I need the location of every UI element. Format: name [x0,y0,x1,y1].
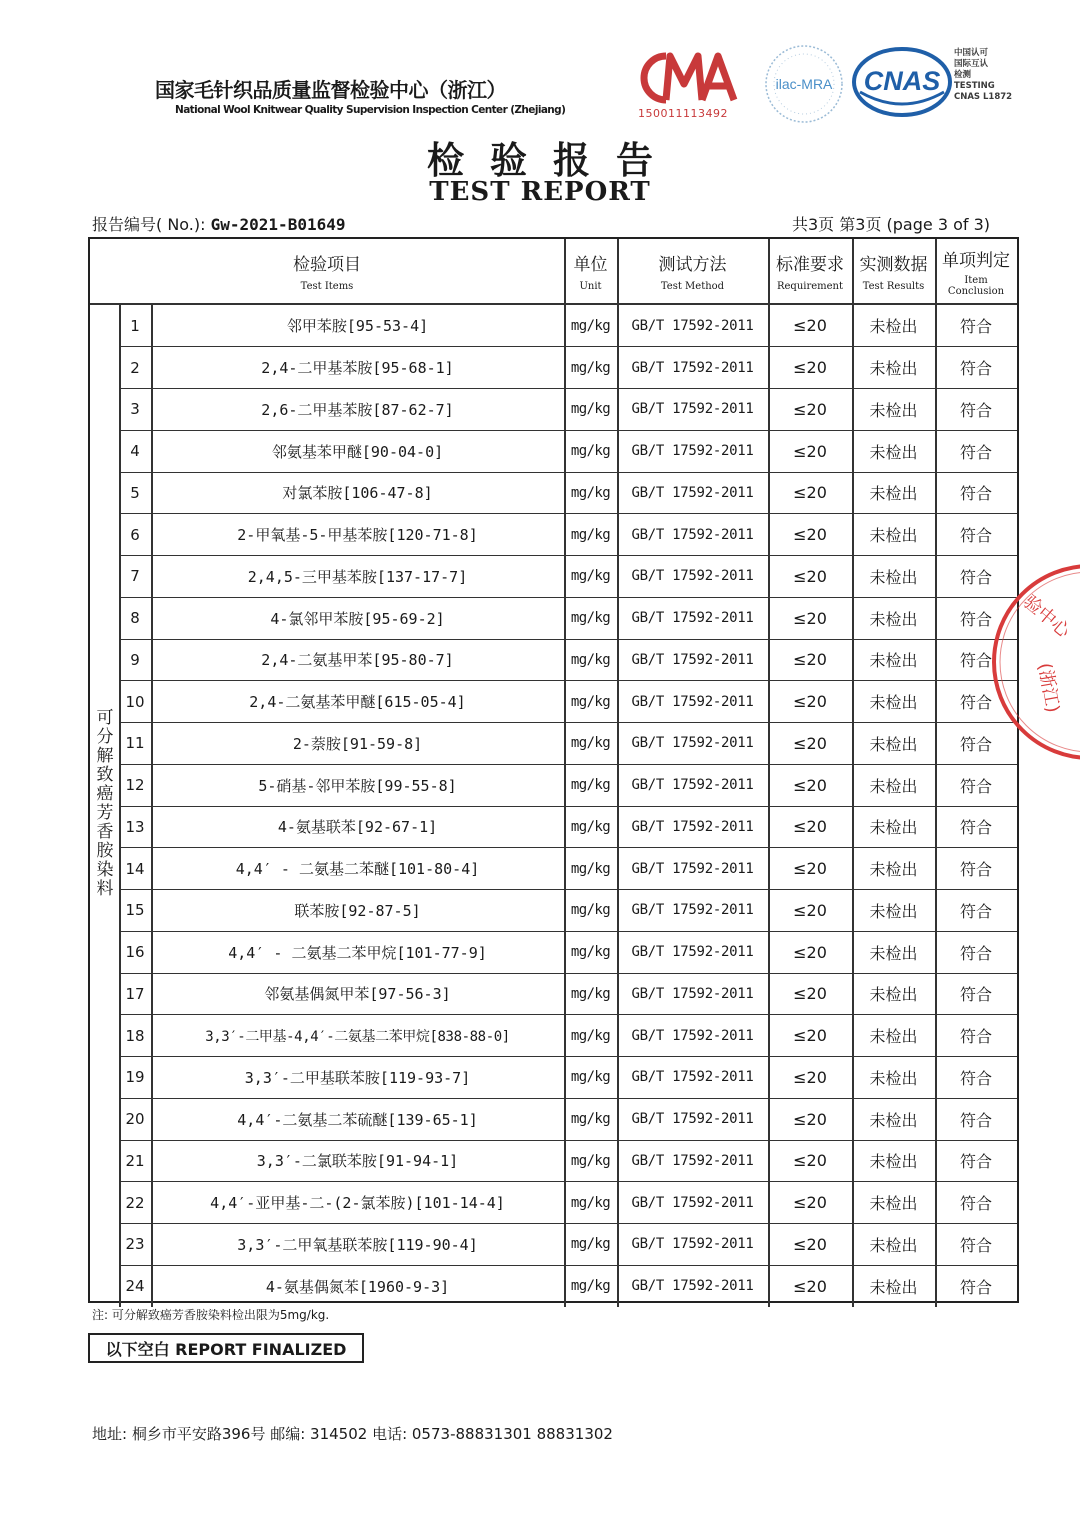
header-test-items-cn: 检验项目 [293,255,361,275]
detection-limit-note: 注: 可分解致癌芳香胺染料检出限为5mg/kg. [92,1308,330,1322]
table-row [90,514,1017,556]
unit-value: mg/kg [570,1278,611,1295]
item-conclusion: 符合 [959,442,992,462]
header-test-items [90,239,564,303]
ilac-text: ilac-MRA [775,76,833,92]
test-result: 未检出 [869,693,918,713]
org-name-cn: 国家毛针织品质量监督检验中心（浙江） [155,78,506,102]
test-result: 未检出 [869,609,918,629]
unit-value: mg/kg [570,902,611,919]
row-index: 11 [125,734,145,753]
unit-value: mg/kg [570,818,611,835]
test-item: 4-氨基联苯[92-67-1] [277,818,438,837]
requirement-value: ≤20 [793,900,827,920]
test-item: 5-硝基-邻甲苯胺[99-55-8] [258,776,457,795]
item-conclusion: 符合 [959,317,992,337]
test-result: 未检出 [869,567,918,587]
test-method: GB/T 17592-2011 [631,568,754,585]
item-conclusion: 符合 [959,484,992,504]
unit-value: mg/kg [570,693,611,710]
table-row [90,1265,1017,1307]
item-conclusion: 符合 [959,526,992,546]
header-requirement-en: Requirement [776,281,844,292]
row-index: 9 [130,650,140,669]
table-row [90,347,1017,389]
table-row [90,1057,1017,1099]
header-requirement-cn: 标准要求 [776,255,844,275]
item-conclusion: 符合 [959,400,992,420]
item-conclusion: 符合 [959,1152,992,1172]
row-index: 19 [125,1068,145,1087]
row-index: 2 [130,358,140,377]
header-test-method-cn: 测试方法 [658,255,727,275]
item-conclusion: 符合 [959,359,992,379]
row-index: 10 [125,692,145,711]
test-result: 未检出 [869,400,918,420]
test-item: 4,4′ - 二氨基二苯醚[101-80-4] [235,860,480,879]
test-item: 4-氯邻甲苯胺[95-69-2] [270,609,445,628]
item-conclusion: 符合 [959,693,992,713]
report-title-en: TEST REPORT [429,177,651,207]
report-title-cn: 检验报告 [427,138,679,182]
requirement-value: ≤20 [793,1234,827,1254]
item-conclusion: 符合 [959,818,992,838]
report-number-value: Gw-2021-B01649 [210,215,346,234]
table-row [90,973,1017,1015]
row-index: 4 [130,442,140,461]
unit-value: mg/kg [570,359,611,376]
test-result: 未检出 [869,651,918,671]
unit-value: mg/kg [570,860,611,877]
item-conclusion: 符合 [959,1068,992,1088]
address-line: 地址: 桐乡市平安路396号 邮编: 314502 电话: 0573-88831301 88831302 [92,1425,613,1443]
table-row [90,1182,1017,1224]
requirement-value: ≤20 [793,859,827,879]
test-result: 未检出 [869,317,918,337]
unit-value: mg/kg [570,985,611,1002]
requirement-value: ≤20 [793,1151,827,1171]
test-result: 未检出 [869,776,918,796]
requirement-value: ≤20 [793,984,827,1004]
header-item-conclusion-cn: 单项判定 [942,250,1010,271]
test-method: GB/T 17592-2011 [631,443,754,460]
row-index: 12 [125,776,145,795]
test-method: GB/T 17592-2011 [631,735,754,752]
test-result: 未检出 [869,901,918,921]
unit-value: mg/kg [570,777,611,794]
requirement-value: ≤20 [793,1193,827,1213]
requirement-value: ≤20 [793,399,827,419]
requirement-value: ≤20 [793,1026,827,1046]
cnas-side-line: TESTING [954,81,995,91]
table-row [90,890,1017,932]
cma-number: 150011113492 [638,107,728,120]
requirement-value: ≤20 [793,358,827,378]
page-info: 共3页 第3页 (page 3 of 3) [792,215,991,234]
requirement-value: ≤20 [793,692,827,712]
cnas-side-line: 检测 [954,70,972,80]
svg-text:CNAS: CNAS [863,66,941,96]
item-conclusion: 符合 [959,1277,992,1297]
test-item: 2,4-二氨基苯甲醚[615-05-4] [249,693,466,712]
header-item-conclusion [935,239,1017,303]
test-method: GB/T 17592-2011 [631,1069,754,1086]
ilac-mra-logo-icon [762,42,846,126]
test-item: 3,3′-二氯联苯胺[91-94-1] [256,1152,459,1171]
item-conclusion: 符合 [959,567,992,587]
row-index: 13 [125,817,145,836]
test-item: 对氯苯胺[106-47-8] [282,484,433,503]
test-result: 未检出 [869,818,918,838]
unit-value: mg/kg [570,944,611,961]
test-item: 2,6-二甲基苯胺[87-62-7] [261,400,454,419]
unit-value: mg/kg [570,1111,611,1128]
test-item: 联苯胺[92-87-5] [294,901,421,920]
header-requirement [768,239,852,303]
requirement-value: ≤20 [793,733,827,753]
test-method: GB/T 17592-2011 [631,1027,754,1044]
test-method: GB/T 17592-2011 [631,1152,754,1169]
row-index: 16 [125,943,145,962]
test-method: GB/T 17592-2011 [631,317,754,334]
test-item: 4-氨基偶氮苯[1960-9-3] [265,1277,450,1296]
item-conclusion: 符合 [959,734,992,754]
test-method: GB/T 17592-2011 [631,818,754,835]
header-test-items-en: Test Items [300,281,354,292]
table-row [90,639,1017,681]
test-result: 未检出 [869,1110,918,1130]
header-test-method [617,239,768,303]
requirement-value: ≤20 [793,1109,827,1129]
test-item: 3,3′-二甲基-4,4′-二氨基二苯甲烷[838-88-0] [205,1028,510,1045]
table-row [90,389,1017,431]
item-conclusion: 符合 [959,1110,992,1130]
test-item: 4,4′-二氨基二苯硫醚[139-65-1] [237,1110,478,1129]
item-conclusion: 符合 [959,943,992,963]
cnas-side-line: CNAS L1872 [954,92,1013,102]
test-item: 2,4-二氨基甲苯[95-80-7] [261,651,454,670]
requirement-value: ≤20 [793,1067,827,1087]
test-method: GB/T 17592-2011 [631,944,754,961]
table-row [90,1098,1017,1140]
header-unit-en: Unit [579,281,602,292]
test-method: GB/T 17592-2011 [631,1278,754,1295]
row-index: 17 [125,984,145,1003]
item-conclusion: 符合 [959,985,992,1005]
test-result: 未检出 [869,1027,918,1047]
test-item: 邻氨基偶氮甲苯[97-56-3] [264,985,451,1004]
test-item: 邻甲苯胺[95-53-4] [286,317,429,336]
unit-value: mg/kg [570,568,611,585]
requirement-value: ≤20 [793,483,827,503]
test-item: 3,3′-二甲基联苯胺[119-93-7] [244,1068,471,1087]
header-item-conclusion-en: Item Conclusion [947,274,1005,297]
requirement-value: ≤20 [793,817,827,837]
svg-text:验中心: 验中心 [1019,591,1074,643]
item-conclusion: 符合 [959,860,992,880]
item-conclusion: 符合 [959,901,992,921]
row-index: 3 [130,400,140,419]
item-conclusion: 符合 [959,651,992,671]
test-result: 未检出 [869,359,918,379]
test-result: 未检出 [869,943,918,963]
row-index: 6 [130,525,140,544]
item-conclusion: 符合 [959,1235,992,1255]
header-unit-cn: 单位 [573,255,608,275]
unit-value: mg/kg [570,484,611,501]
table-row [90,556,1017,598]
table-row [90,764,1017,806]
row-index: 5 [130,483,140,502]
test-method: GB/T 17592-2011 [631,902,754,919]
test-method: GB/T 17592-2011 [631,1111,754,1128]
requirement-value: ≤20 [793,775,827,795]
header-test-results-en: Test Results [862,281,925,292]
test-item: 2,4-二甲基苯胺[95-68-1] [261,359,454,378]
test-item: 2,4,5-三甲基苯胺[137-17-7] [247,567,468,586]
requirement-value: ≤20 [793,316,827,336]
test-result: 未检出 [869,734,918,754]
test-item: 2-萘胺[91-59-8] [292,734,423,753]
unit-value: mg/kg [570,1194,611,1211]
requirement-value: ≤20 [793,942,827,962]
test-result: 未检出 [869,484,918,504]
report-number [92,212,345,235]
unit-value: mg/kg [570,735,611,752]
test-result: 未检出 [869,860,918,880]
table-row [90,472,1017,514]
unit-value: mg/kg [570,1236,611,1253]
report-finalized-box: 以下空白 REPORT FINALIZED [88,1333,364,1363]
table-row [90,931,1017,973]
test-item: 3,3′-二甲氧基联苯胺[119-90-4] [237,1235,478,1254]
test-method: GB/T 17592-2011 [631,985,754,1002]
item-conclusion: 符合 [959,1027,992,1047]
requirement-value: ≤20 [793,566,827,586]
org-name-en: National Wool Knitwear Quality Supervision Inspection Center (Zhejiang) [175,104,566,116]
test-method: GB/T 17592-2011 [631,860,754,877]
header-test-method-en: Test Method [660,281,725,292]
row-index: 22 [125,1193,145,1212]
table-row [90,430,1017,472]
row-index: 20 [125,1110,145,1129]
unit-value: mg/kg [570,401,611,418]
requirement-value: ≤20 [793,525,827,545]
row-index: 18 [125,1026,145,1045]
test-method: GB/T 17592-2011 [631,651,754,668]
table-row [90,1224,1017,1266]
table-row [90,848,1017,890]
row-index: 14 [125,859,145,878]
unit-value: mg/kg [570,651,611,668]
row-index: 8 [130,609,140,628]
test-item: 2-甲氧基-5-甲基苯胺[120-71-8] [237,526,478,545]
svg-text:(浙江): (浙江) [1033,661,1064,715]
unit-value: mg/kg [570,443,611,460]
requirement-value: ≤20 [793,441,827,461]
test-method: GB/T 17592-2011 [631,693,754,710]
table-row [90,1015,1017,1057]
header-test-results [852,239,935,303]
test-result: 未检出 [869,442,918,462]
unit-value: mg/kg [570,317,611,334]
unit-value: mg/kg [570,1152,611,1169]
unit-value: mg/kg [570,526,611,543]
row-index: 1 [130,316,140,335]
test-method: GB/T 17592-2011 [631,401,754,418]
test-method: GB/T 17592-2011 [631,484,754,501]
header-unit [564,239,617,303]
unit-value: mg/kg [570,610,611,627]
test-result: 未检出 [869,985,918,1005]
test-result: 未检出 [869,1152,918,1172]
test-item: 4,4′-亚甲基-二-(2-氯苯胺)[101-14-4] [210,1194,505,1213]
red-seal-stamp-icon [990,562,1080,762]
test-method: GB/T 17592-2011 [631,1194,754,1211]
requirement-value: ≤20 [793,1276,827,1296]
table-row [90,723,1017,765]
requirement-value: ≤20 [793,608,827,628]
group-label-aromatic-amine-dyes: 可分解致癌芳香胺染料 [96,708,114,899]
test-method: GB/T 17592-2011 [631,359,754,376]
test-results-table [88,237,1019,1303]
table-row [90,1140,1017,1182]
unit-value: mg/kg [570,1027,611,1044]
unit-value: mg/kg [570,1069,611,1086]
test-method: GB/T 17592-2011 [631,1236,754,1253]
cnas-side-text [954,48,1012,103]
test-item: 邻氨基苯甲醚[90-04-0] [271,442,444,461]
item-conclusion: 符合 [959,776,992,796]
header-test-results-cn: 实测数据 [859,255,928,275]
report-number-label: 报告编号( No.): [92,215,206,234]
item-conclusion: 符合 [959,609,992,629]
test-method: GB/T 17592-2011 [631,610,754,627]
table-row [90,681,1017,723]
cnas-logo-icon [852,46,952,118]
row-index: 23 [125,1235,145,1254]
test-method: GB/T 17592-2011 [631,526,754,543]
table-row [90,305,1017,347]
requirement-value: ≤20 [793,650,827,670]
table-row [90,597,1017,639]
row-index: 15 [125,901,145,920]
cnas-side-line: 中国认可 [954,48,989,58]
row-index: 24 [125,1277,145,1296]
test-method: GB/T 17592-2011 [631,777,754,794]
test-result: 未检出 [869,1068,918,1088]
cnas-side-line: 国际互认 [954,59,989,69]
test-result: 未检出 [869,1277,918,1297]
row-index: 7 [130,567,140,586]
row-index: 21 [125,1151,145,1170]
table-row [90,806,1017,848]
item-conclusion: 符合 [959,1194,992,1214]
test-item: 4,4′ - 二氨基二苯甲烷[101-77-9] [228,943,487,962]
test-result: 未检出 [869,1235,918,1255]
test-result: 未检出 [869,1194,918,1214]
test-result: 未检出 [869,526,918,546]
